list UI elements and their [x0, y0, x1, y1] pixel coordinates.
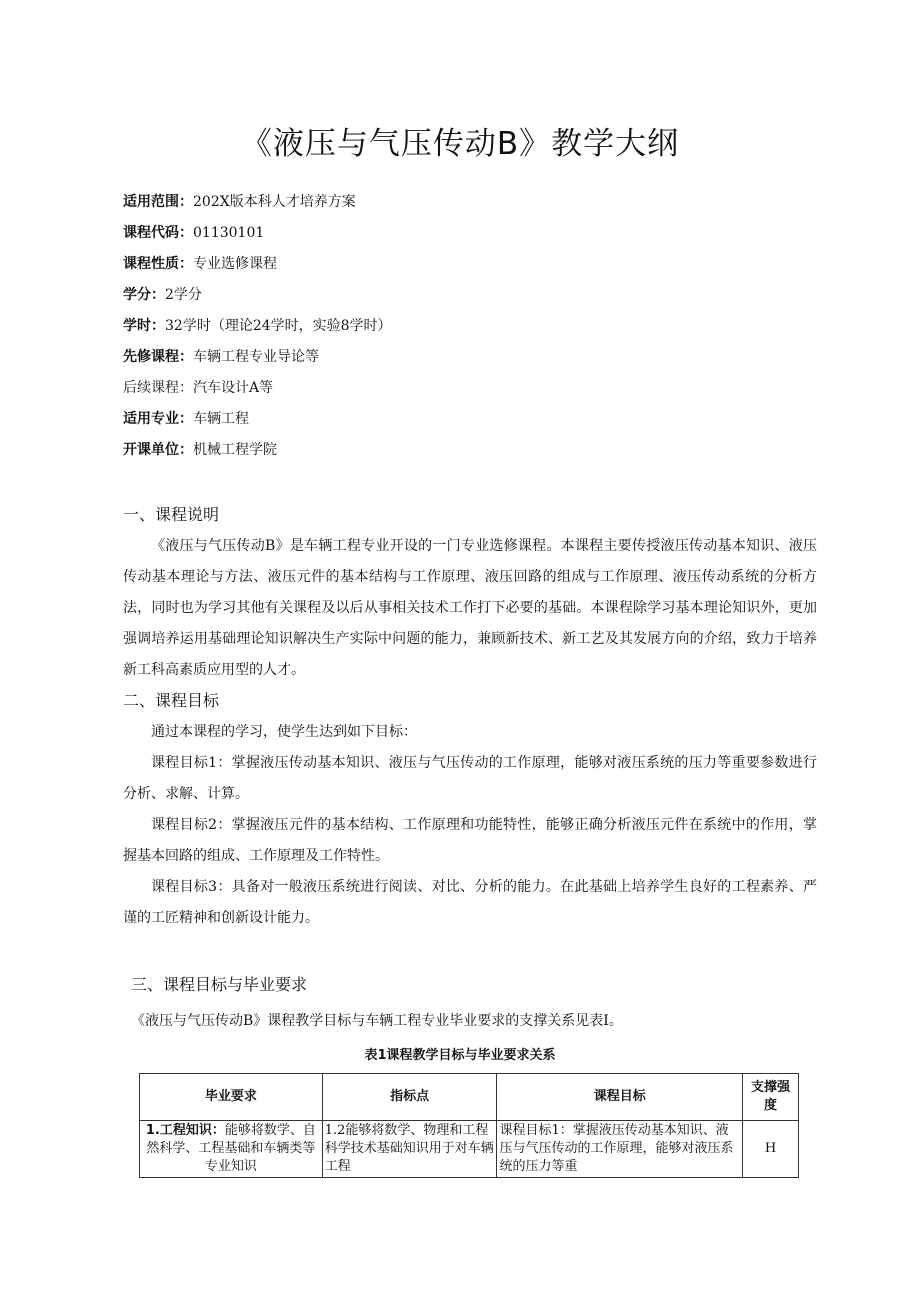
requirement-title: 1.工程知识： [145, 1123, 225, 1138]
meta-prerequisites [123, 347, 319, 367]
meta-value: 2学分 [165, 287, 202, 303]
meta-value: 机械工程学院 [193, 442, 277, 458]
meta-course-nature [123, 254, 277, 274]
table-row [140, 1121, 799, 1178]
section-1-text: 《液压与气压传动B》是车辆工程专业开设的一门专业选修课程。本课程主要传授液压传动基本知识、液压传动基本理论与方法、液压元件的基本结构与工作原理、液压回路的组成与工作原理、液压传动系统的分析方法，同时也为学习其他有关课程及以后从事相关技术工作打下必要的基础。本课程除学习基本理论知识外，更加强调培养运用基础理论知识解决生产实际中问题的能力，兼顾新技术、新工艺及其发展方向的介绍，致力于培养新工科高素质应用型的人才。 [123, 538, 817, 678]
section-1-heading: 一、课程说明 [123, 505, 220, 524]
header-course-goal: 课程目标 [497, 1074, 743, 1121]
section-3-text: 《液压与气压传动B》课程教学目标与车辆工程专业毕业要求的支撑关系见表I。 [131, 1013, 623, 1029]
meta-follow-up [123, 378, 273, 398]
meta-credits [123, 285, 202, 305]
meta-department [123, 440, 277, 460]
meta-value: 专业选修课程 [193, 256, 277, 272]
meta-major [123, 409, 249, 429]
section-2-intro: 通过本课程的学习，使学生达到如下目标： [151, 724, 417, 740]
cell-indicator: 1.2能够将数学、物理和工程科学技术基础知识用于对车辆工程 [322, 1121, 497, 1178]
meta-label: 适用专业： [123, 411, 193, 427]
course-goal-2: 课程目标2：掌握液压元件的基本结构、工作原理和功能特性，能够正确分析液压元件在系统中的作用，掌握基本回路的组成、工作原理及工作特性。 [123, 817, 817, 864]
cell-support-strength: H [743, 1121, 799, 1178]
course-goal-3: 课程目标3：具备对一般液压系统进行阅读、对比、分析的能力。在此基础上培养学生良好的工程素养、严谨的工匠精神和创新设计能力。 [123, 879, 817, 926]
meta-label: 开课单位： [123, 442, 193, 458]
meta-value: 202X版本科人才培养方案 [193, 194, 356, 210]
header-support-strength: 支撑强度 [743, 1074, 799, 1121]
meta-scope [123, 192, 356, 212]
table-caption: 表1课程教学目标与毕业要求关系 [364, 1048, 556, 1063]
section-2-heading: 二、课程目标 [123, 691, 220, 710]
meta-value: 车辆工程专业导论等 [193, 349, 319, 365]
cell-graduation-requirement [140, 1121, 323, 1178]
meta-value: 汽车设计A等 [193, 380, 274, 396]
meta-value: 01130101 [193, 225, 265, 241]
section-3-heading: 三、课程目标与毕业要求 [131, 975, 308, 994]
meta-label: 学分： [123, 287, 165, 303]
course-goal-1: 课程目标1：掌握液压传动基本知识、液压与气压传动的工作原理，能够对液压系统的压力等重要参数进行分析、求解、计算。 [123, 755, 817, 802]
table-header-row [140, 1074, 799, 1121]
meta-course-code [123, 223, 264, 243]
meta-label: 课程性质： [123, 256, 193, 272]
header-indicator: 指标点 [322, 1074, 497, 1121]
document-title: 《液压与气压传动B》教学大纲 [240, 126, 680, 162]
meta-label: 后续课程： [123, 380, 193, 396]
header-graduation-requirement: 毕业要求 [140, 1074, 323, 1121]
meta-label: 课程代码： [123, 225, 193, 241]
cell-course-goal: 课程目标1：掌握液压传动基本知识、液压与气压传动的工作原理，能够对液压系统的压力等重 [497, 1121, 743, 1178]
meta-value: 车辆工程 [193, 411, 249, 427]
meta-value: 32学时（理论24学时，实验8学时） [165, 318, 392, 334]
meta-label: 适用范围： [123, 194, 193, 210]
requirement-text: 能够将数学、自然科学、工程基础和车辆类等专业知识 [146, 1123, 316, 1174]
meta-label: 学时： [123, 318, 165, 334]
requirements-table [139, 1073, 799, 1178]
meta-hours [123, 316, 392, 336]
meta-label: 先修课程： [123, 349, 193, 365]
